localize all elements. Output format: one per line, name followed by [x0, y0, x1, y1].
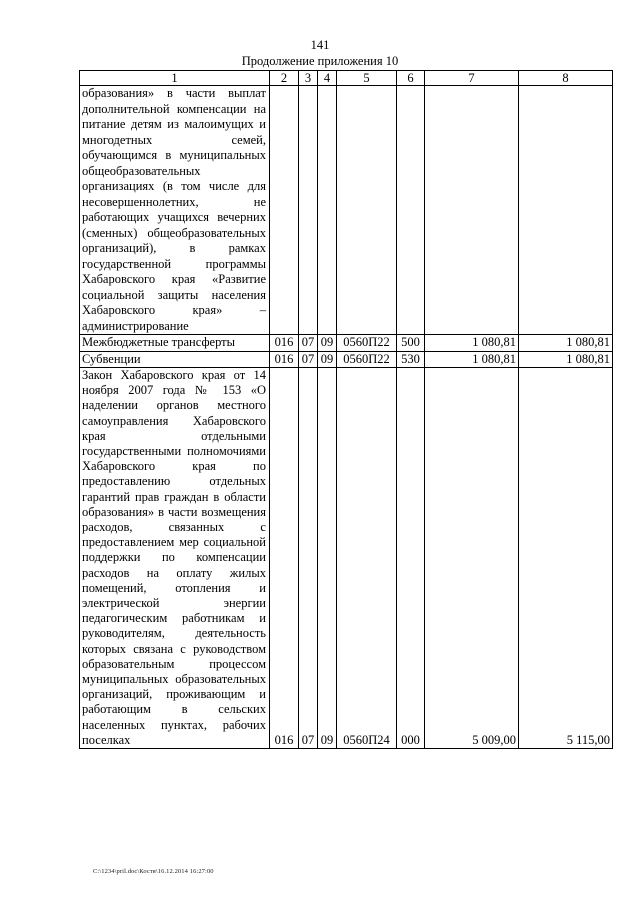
budget-table-wrapper — [79, 70, 613, 749]
cell-target-article — [337, 86, 397, 335]
table-row — [80, 335, 613, 352]
header-cell: 6 — [397, 71, 425, 86]
header-cell: 2 — [270, 71, 299, 86]
row-description: Субвенции — [80, 351, 270, 368]
cell-amount-2 — [519, 86, 613, 335]
cell-target-article: 0560П22 — [337, 335, 397, 352]
cell-section — [299, 86, 318, 335]
continuation-label: Продолжение приложения 10 — [241, 54, 399, 68]
table-row — [80, 368, 613, 749]
budget-table — [79, 70, 613, 749]
cell-ministry-code: 016 — [270, 351, 299, 368]
cell-section: 07 — [299, 368, 318, 749]
table-header-row — [80, 71, 613, 86]
table-row — [80, 351, 613, 368]
cell-amount-2: 1 080,81 — [519, 351, 613, 368]
cell-target-article: 0560П24 — [337, 368, 397, 749]
header-cell: 5 — [337, 71, 397, 86]
cell-ministry-code: 016 — [270, 335, 299, 352]
cell-section: 07 — [299, 351, 318, 368]
row-description: образования» в части выплат дополнительной компенсации на питание детям из малоимущих и многодетных семей, обучающимся в муниципальных общеобразовательных организациях (в том числе для несовершеннолетних, не работающих учащихся вечерних (сменных) общеобразовательных организаций), в рамках государственной программы Хабаровского края «Развитие социальной защиты населения Хабаровского края» – администрирование — [80, 86, 270, 335]
cell-amount-1: 1 080,81 — [425, 335, 519, 352]
cell-subsection — [318, 86, 337, 335]
header-cell: 7 — [425, 71, 519, 86]
cell-expense-type: 530 — [397, 351, 425, 368]
cell-subsection: 09 — [318, 351, 337, 368]
cell-amount-2: 1 080,81 — [519, 335, 613, 352]
header-cell: 4 — [318, 71, 337, 86]
cell-expense-type — [397, 86, 425, 335]
row-description: Межбюджетные трансферты — [80, 335, 270, 352]
cell-target-article: 0560П22 — [337, 351, 397, 368]
file-path-footer: C:\1234\pril.doc\Костя\16.12.2014 16:27:00 — [93, 868, 214, 875]
table-row — [80, 86, 613, 335]
cell-expense-type: 500 — [397, 335, 425, 352]
row-description: Закон Хабаровского края от 14 ноября 2007 года № 153 «О наделении органов местного самоуправления Хабаровского края отдельными государственными полномочиями Хабаровского края по предоставлению отдельных гарантий прав граждан в области образования» в части возмещения расходов, связанных с предоставлением мер социальной поддержки по компенсации расходов на оплату жилых помещений, отопления и электрической энергии педагогическим работникам и руководителям, деятельность которых связана с руководством образовательным процессом муниципальных образовательных организаций, проживающим и работающим в сельских населенных пунктах, рабочих поселках — [80, 368, 270, 749]
cell-expense-type: 000 — [397, 368, 425, 749]
cell-amount-1: 5 009,00 — [425, 368, 519, 749]
cell-subsection: 09 — [318, 335, 337, 352]
cell-amount-1 — [425, 86, 519, 335]
cell-section: 07 — [299, 335, 318, 352]
header-cell: 1 — [80, 71, 270, 86]
cell-amount-1: 1 080,81 — [425, 351, 519, 368]
page-number: 141 — [310, 38, 330, 52]
header-cell: 3 — [299, 71, 318, 86]
cell-ministry-code — [270, 86, 299, 335]
cell-amount-2: 5 115,00 — [519, 368, 613, 749]
header-cell: 8 — [519, 71, 613, 86]
cell-ministry-code: 016 — [270, 368, 299, 749]
cell-subsection: 09 — [318, 368, 337, 749]
